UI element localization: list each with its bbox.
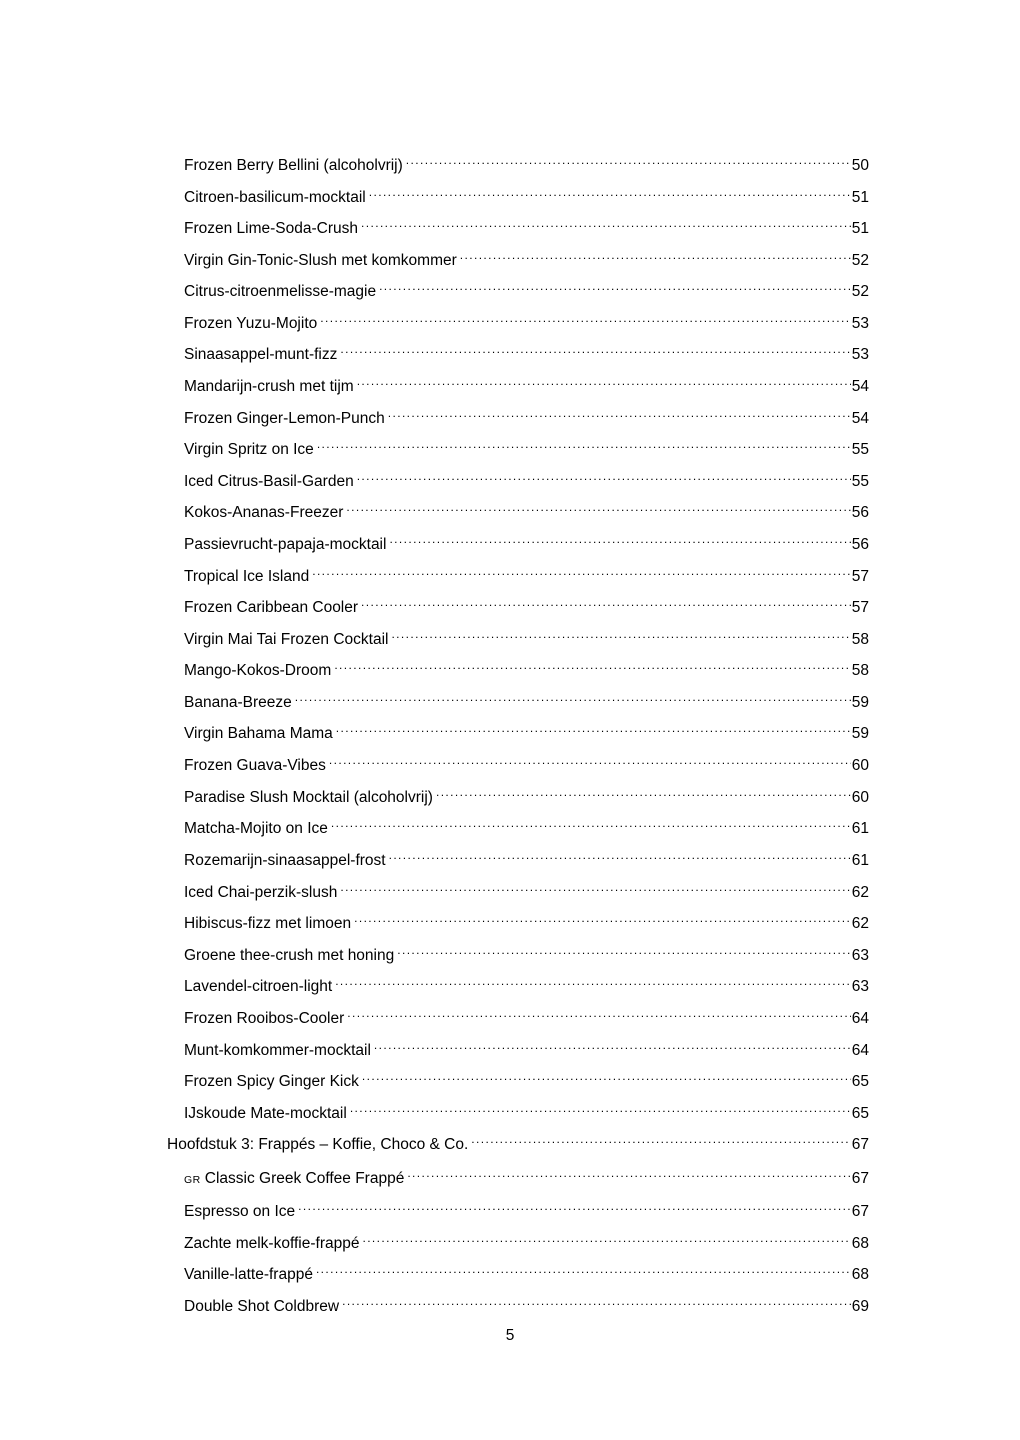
toc-entry bbox=[184, 592, 869, 616]
toc-entry bbox=[184, 308, 869, 332]
toc-leader bbox=[329, 750, 851, 770]
toc-entry-page: 62 bbox=[851, 915, 869, 932]
toc-entry-title: Matcha-Mojito on Ice bbox=[184, 820, 328, 837]
toc-entry-page: 55 bbox=[851, 441, 869, 458]
toc-entry-title: Paradise Slush Mocktail (alcoholvrij) bbox=[184, 789, 433, 806]
toc-entry-page: 56 bbox=[851, 504, 869, 521]
toc-entry-title: Munt-komkommer-mocktail bbox=[184, 1042, 371, 1059]
toc-leader bbox=[336, 718, 851, 738]
toc-entry bbox=[184, 213, 869, 237]
toc-leader bbox=[361, 592, 851, 612]
toc-leader bbox=[391, 624, 850, 644]
toc-entry-title: Frozen Lime-Soda-Crush bbox=[184, 220, 359, 237]
toc-entry-page: 59 bbox=[851, 725, 869, 742]
toc-entry bbox=[184, 718, 869, 742]
toc-leader bbox=[298, 1196, 851, 1216]
toc-entry-title: Citroen-basilicum-mocktail bbox=[184, 189, 366, 206]
toc-entry bbox=[184, 1066, 869, 1090]
toc-entry bbox=[184, 1003, 869, 1027]
toc-entry-page: 61 bbox=[851, 820, 869, 837]
toc-leader bbox=[374, 1035, 851, 1055]
toc-entry bbox=[184, 624, 869, 648]
toc-entry-title: Frozen Guava-Vibes bbox=[184, 757, 326, 774]
toc-leader bbox=[357, 466, 851, 486]
toc-entry bbox=[184, 1291, 869, 1315]
toc-entry-title: Frozen Spicy Ginger Kick bbox=[184, 1073, 359, 1090]
toc-leader bbox=[317, 434, 851, 454]
toc-entry bbox=[184, 845, 869, 869]
toc-entry bbox=[184, 245, 869, 269]
toc-leader bbox=[316, 1259, 851, 1279]
toc-leader bbox=[320, 308, 851, 328]
toc-leader bbox=[397, 940, 851, 960]
toc-entry bbox=[184, 276, 869, 300]
toc-entry bbox=[184, 497, 869, 521]
toc-chapter-page: 67 bbox=[851, 1136, 869, 1153]
toc-entry-title: Iced Chai-perzik-slush bbox=[184, 884, 338, 901]
toc-entry bbox=[184, 182, 869, 206]
toc-entry-page: 68 bbox=[851, 1235, 869, 1252]
toc-entry-page: 65 bbox=[851, 1073, 869, 1090]
toc-leader bbox=[312, 561, 851, 581]
toc-entry bbox=[184, 655, 869, 679]
toc-leader bbox=[340, 339, 850, 359]
toc-leader bbox=[357, 371, 851, 391]
toc-entry-page: 50 bbox=[851, 157, 869, 174]
toc-leader bbox=[460, 245, 851, 265]
toc-entry-page: 63 bbox=[851, 978, 869, 995]
toc-entry bbox=[184, 877, 869, 901]
toc-entry bbox=[184, 466, 869, 490]
toc-leader bbox=[331, 813, 851, 833]
toc-entry-page: 63 bbox=[851, 947, 869, 964]
toc-entry-title: Lavendel-citroen-light bbox=[184, 978, 333, 995]
toc-entry-page: 54 bbox=[851, 378, 869, 395]
toc-entry bbox=[184, 908, 869, 932]
toc-entry-title: Espresso on Ice bbox=[184, 1203, 296, 1220]
toc-entry-title: Sinaasappel-munt-fizz bbox=[184, 346, 338, 363]
toc-entry-title: Citrus-citroenmelisse-magie bbox=[184, 283, 377, 300]
toc-entry bbox=[184, 561, 869, 585]
toc-entry bbox=[184, 1098, 869, 1122]
toc-entry-page: 51 bbox=[851, 189, 869, 206]
toc-entry bbox=[184, 750, 869, 774]
toc-chapter-title: Hoofdstuk 3: Frappés – Koffie, Choco & Co. bbox=[167, 1136, 469, 1153]
toc-entry bbox=[184, 813, 869, 837]
toc-entry-page: 64 bbox=[851, 1010, 869, 1027]
toc-entry bbox=[184, 1196, 869, 1220]
toc-entry-title: Frozen Rooibos-Cooler bbox=[184, 1010, 345, 1027]
toc-entry-page: 58 bbox=[851, 631, 869, 648]
toc-entry-title: IJskoude Mate-mocktail bbox=[184, 1105, 347, 1122]
toc-entry-title: Frozen Caribbean Cooler bbox=[184, 599, 359, 616]
toc-entry-page: 67 bbox=[851, 1170, 869, 1187]
toc-entry-page: 54 bbox=[851, 410, 869, 427]
toc-leader bbox=[362, 1228, 850, 1248]
toc-entry-title: Virgin Gin-Tonic-Slush met komkommer bbox=[184, 252, 457, 269]
toc-entry-page: 52 bbox=[851, 252, 869, 269]
toc-entry-page: 64 bbox=[851, 1042, 869, 1059]
toc-entry bbox=[184, 1259, 869, 1283]
toc-entry-title: Kokos-Ananas-Freezer bbox=[184, 504, 344, 521]
toc-leader bbox=[471, 1129, 850, 1149]
toc-entry-page: 62 bbox=[851, 884, 869, 901]
toc-entry-title-text: Classic Greek Coffee Frappé bbox=[204, 1170, 405, 1187]
toc-entry-title: Mandarijn-crush met tijm bbox=[184, 378, 354, 395]
toc-entry-title: Virgin Mai Tai Frozen Cocktail bbox=[184, 631, 389, 648]
toc-entry-title: Vanille-latte-frappé bbox=[184, 1266, 313, 1283]
toc-entry bbox=[184, 339, 869, 363]
toc-leader bbox=[406, 150, 851, 170]
toc-leader bbox=[407, 1163, 850, 1183]
toc-entry-title: Groene thee-crush met honing bbox=[184, 947, 395, 964]
toc-entry bbox=[184, 971, 869, 995]
toc-entry-title: Frozen Berry Bellini (alcoholvrij) bbox=[184, 157, 403, 174]
toc-entry-title: Hibiscus-fizz met limoen bbox=[184, 915, 352, 932]
toc-leader bbox=[342, 1291, 851, 1311]
toc-entry bbox=[184, 371, 869, 395]
toc-entry-page: 68 bbox=[851, 1266, 869, 1283]
toc-entry-title: Banana-Breeze bbox=[184, 694, 292, 711]
toc-entry-title: Tropical Ice Island bbox=[184, 568, 310, 585]
toc-leader bbox=[389, 845, 851, 865]
toc-entry-title bbox=[184, 1169, 404, 1190]
toc-entry bbox=[184, 403, 869, 427]
toc-entry-title: Frozen Ginger-Lemon-Punch bbox=[184, 410, 385, 427]
toc-entry-title: Iced Citrus-Basil-Garden bbox=[184, 473, 354, 490]
toc-leader bbox=[347, 1003, 851, 1023]
toc-entry-page: 59 bbox=[851, 694, 869, 711]
toc-entry-page: 67 bbox=[851, 1203, 869, 1220]
toc-entry-title: Zachte melk-koffie-frappé bbox=[184, 1235, 360, 1252]
toc-leader bbox=[362, 1066, 851, 1086]
toc-entry-page: 60 bbox=[851, 789, 869, 806]
toc-leader bbox=[354, 908, 851, 928]
toc-entry-title: Double Shot Coldbrew bbox=[184, 1298, 340, 1315]
toc-leader bbox=[335, 971, 851, 991]
toc-leader bbox=[295, 687, 851, 707]
toc-entry-title: Frozen Yuzu-Mojito bbox=[184, 315, 318, 332]
toc-leader bbox=[350, 1098, 851, 1118]
toc-leader bbox=[389, 529, 850, 549]
toc-entry-title: Virgin Bahama Mama bbox=[184, 725, 333, 742]
toc-entry-page: 60 bbox=[851, 757, 869, 774]
toc-entry-page: 57 bbox=[851, 568, 869, 585]
toc-chapter-heading bbox=[167, 1129, 869, 1153]
toc-leader bbox=[361, 213, 851, 233]
toc-entry bbox=[184, 940, 869, 964]
greek-flag-label: GR bbox=[184, 1174, 201, 1186]
toc-entry bbox=[184, 150, 869, 174]
toc-entry-title: Passievrucht-papaja-mocktail bbox=[184, 536, 387, 553]
toc-leader bbox=[369, 182, 851, 202]
toc-entry-page: 61 bbox=[851, 852, 869, 869]
toc-leader bbox=[436, 782, 851, 802]
toc-entry bbox=[184, 782, 869, 806]
toc-entry-title: Rozemarijn-sinaasappel-frost bbox=[184, 852, 386, 869]
toc-leader bbox=[388, 403, 851, 423]
toc-entry-title: Mango-Kokos-Droom bbox=[184, 662, 332, 679]
toc-entry bbox=[184, 529, 869, 553]
toc-entry bbox=[184, 1228, 869, 1252]
toc-entry bbox=[184, 1163, 869, 1187]
toc-leader bbox=[334, 655, 850, 675]
toc-entry-page: 69 bbox=[851, 1298, 869, 1315]
toc-entry-page: 57 bbox=[851, 599, 869, 616]
toc-entry-page: 53 bbox=[851, 315, 869, 332]
toc-entry-page: 55 bbox=[851, 473, 869, 490]
toc-leader bbox=[346, 497, 850, 517]
toc-entry-page: 52 bbox=[851, 283, 869, 300]
toc-entry-page: 51 bbox=[851, 220, 869, 237]
toc-entry-page: 65 bbox=[851, 1105, 869, 1122]
page-number: 5 bbox=[505, 1327, 515, 1344]
toc-entry bbox=[184, 434, 869, 458]
toc-entry-page: 56 bbox=[851, 536, 869, 553]
toc-entry bbox=[184, 687, 869, 711]
toc-entry-title: Virgin Spritz on Ice bbox=[184, 441, 314, 458]
toc-leader bbox=[340, 877, 850, 897]
toc-leader bbox=[379, 276, 851, 296]
toc-entry-page: 58 bbox=[851, 662, 869, 679]
toc-entry bbox=[184, 1035, 869, 1059]
toc-entry-page: 53 bbox=[851, 346, 869, 363]
